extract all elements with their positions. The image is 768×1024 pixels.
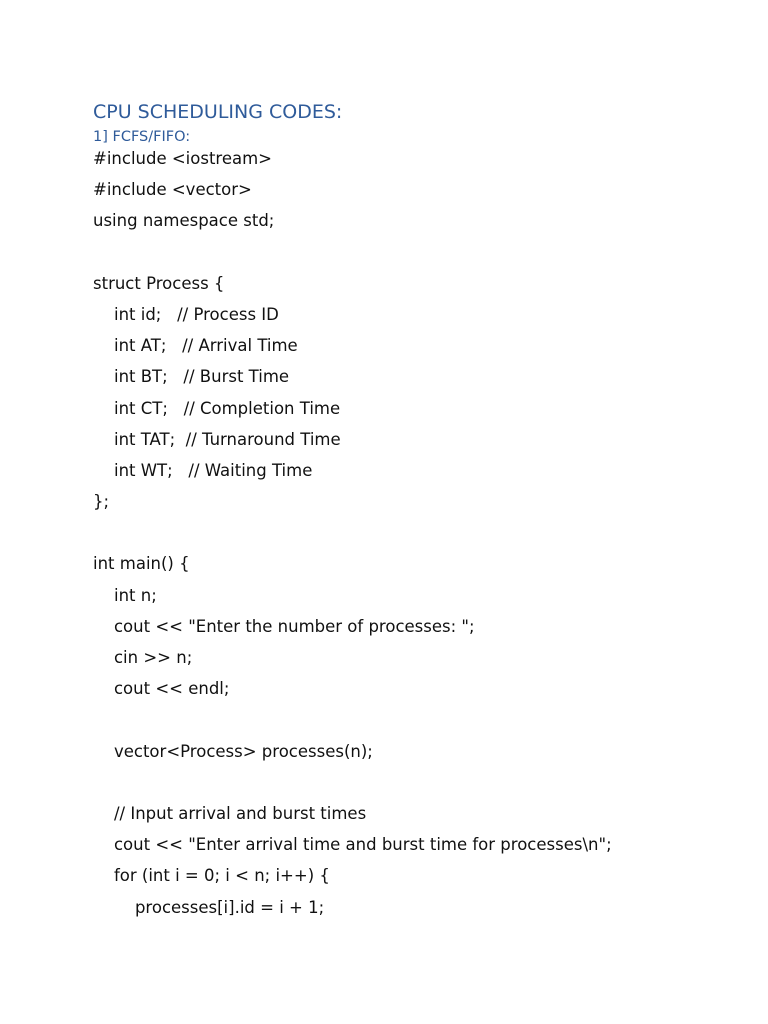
code-line: for (int i = 0; i < n; i++) { xyxy=(93,866,330,886)
code-line xyxy=(93,242,612,273)
code-line: #include <vector> xyxy=(93,180,252,200)
code-line: int BT; // Burst Time xyxy=(93,367,290,387)
code-line: processes[i].id = i + 1; xyxy=(93,897,325,917)
code-line: using namespace std; xyxy=(93,211,275,231)
code-line: struct Process { xyxy=(93,273,225,293)
code-line: cin >> n; xyxy=(93,648,193,667)
code-line: vector<Process> processes(n); xyxy=(93,741,373,761)
code-line: // Input arrival and burst times xyxy=(93,803,367,823)
code-line: cout << endl; xyxy=(93,679,230,699)
code-line xyxy=(93,522,612,553)
code-line: int AT; // Arrival Time xyxy=(93,336,298,356)
code-line: int main() { xyxy=(93,554,190,574)
code-line: int WT; // Waiting Time xyxy=(93,460,313,480)
code-line: int CT; // Completion Time xyxy=(93,398,341,418)
document-title: CPU SCHEDULING CODES: xyxy=(93,101,343,123)
code-line xyxy=(93,709,612,740)
code-line: int TAT; // Turnaround Time xyxy=(93,429,341,449)
code-line: #include <iostream> xyxy=(93,149,273,168)
code-line: cout << "Enter arrival time and burst time for processes\n"; xyxy=(93,835,612,855)
code-line: int n; xyxy=(93,585,157,605)
code-line xyxy=(93,772,612,803)
code-line: int id; // Process ID xyxy=(93,304,279,324)
code-block xyxy=(93,148,612,928)
code-line: }; xyxy=(93,492,110,512)
section-heading: 1] FCFS/FIFO: xyxy=(93,129,191,145)
code-line: cout << "Enter the number of processes: "; xyxy=(93,616,475,636)
